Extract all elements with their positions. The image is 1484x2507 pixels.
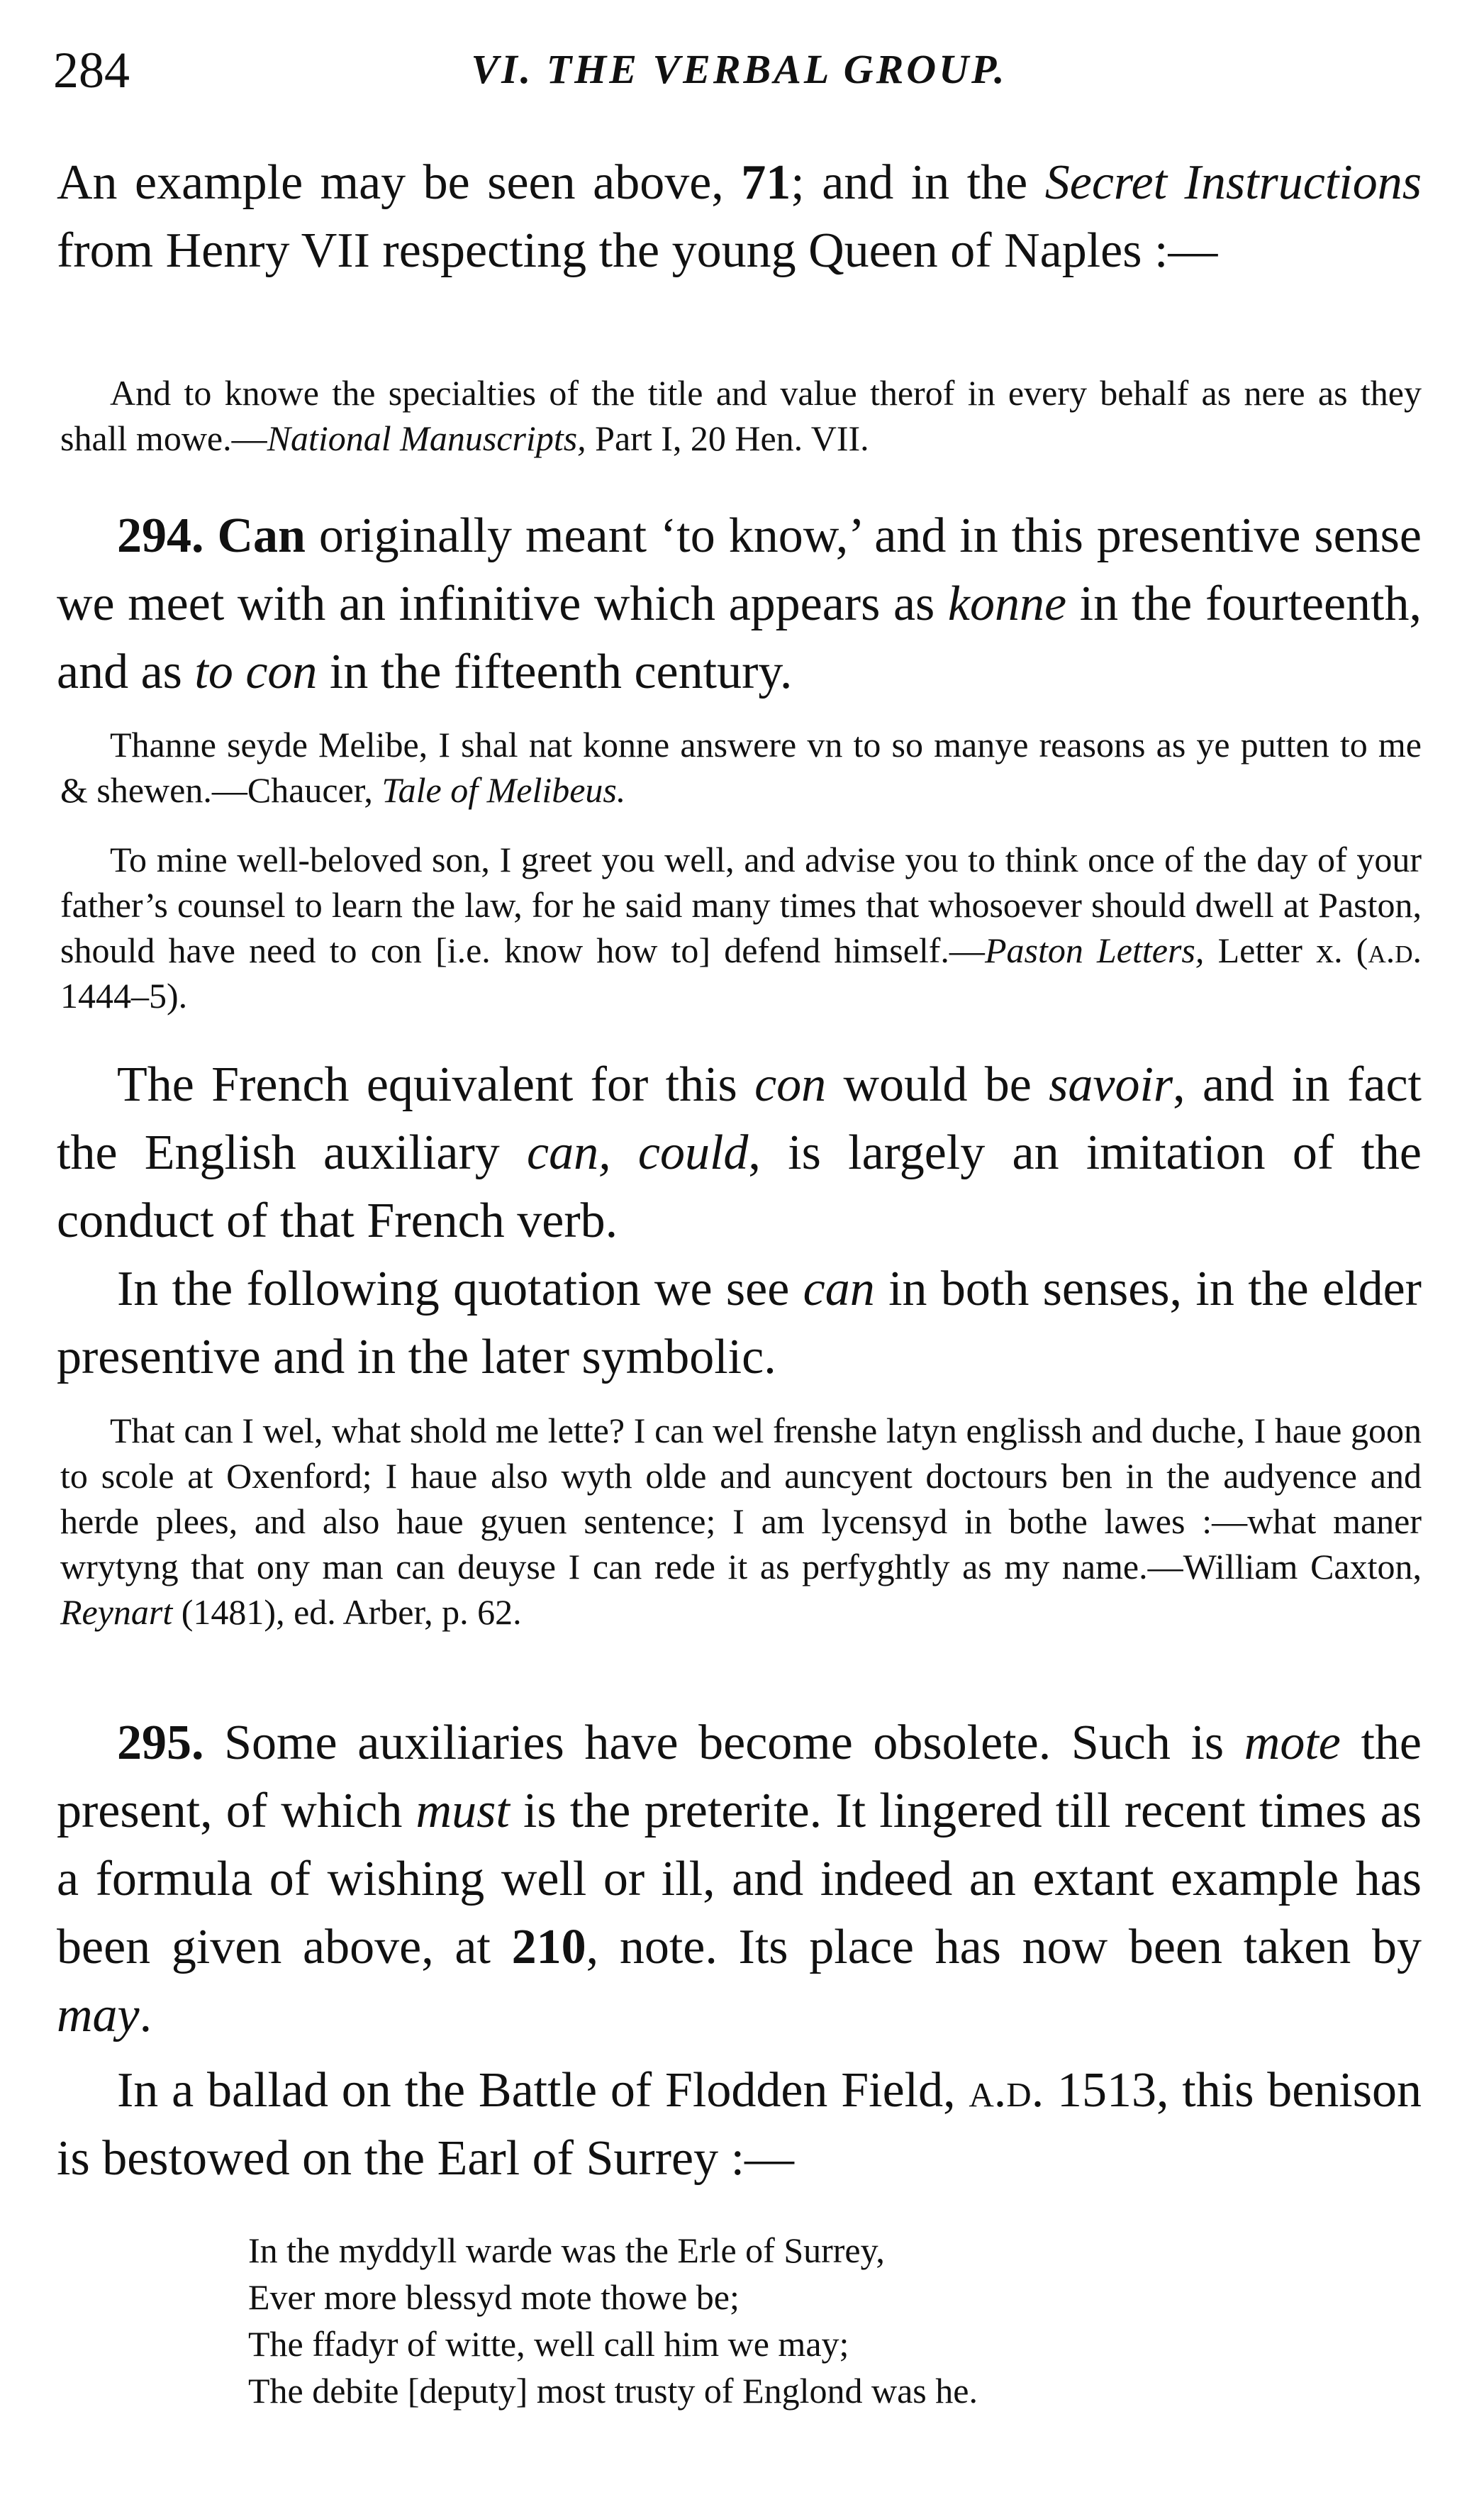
page-number: 284 [53,42,130,99]
verse-line: Ever more blessyd mote thowe be; [248,2277,740,2317]
paragraph-following-quotation: In the following quotation we see can in both senses, in the elder presentive and in the later symbolic. [57,1262,1422,1384]
section-reference: 71 [741,155,791,210]
ballad-verse [248,2227,1383,2414]
quotation-national-manuscripts: And to knowe the specialties of the title and value therof in every behalf as nere as they shall mowe.—National Manuscripts, Part I, 20 Hen. VII. [60,373,1422,458]
quotation-paston-letters: To mine well-beloved son, I greet you well, and advise you to think once of the day of your father’s counsel to learn the law, for he said many times that whosoever should dwell at Paston, should have need to con [i.e. know how to] defend himself.—Paston Letters, Letter x. (a.d. 1444–5). [60,840,1422,1016]
verse-line: The debite [deputy] most trusty of Englond was he. [248,2371,978,2411]
running-head: VI. THE VERBAL GROUP. [471,46,1008,92]
section-number: 295. [117,1716,204,1770]
source-title: Tale of Melibeus. [381,770,626,810]
source-title: National Manuscripts, [267,418,586,458]
verse-line: In the myddyll warde was the Erle of Surrey, [248,2230,885,2270]
source-title: Paston Letters, [984,930,1205,970]
quotation-chaucer: Thanne seyde Melibe, I shal nat konne answere vn to so manye reasons as ye putten to me & shewen.—Chaucer, Tale of Melibeus. [60,725,1422,810]
section-number: 294. [117,508,204,563]
paragraph-flodden-field: In a ballad on the Battle of Flodden Field, a.d. 1513, this benison is bestowed on the Earl of Surrey :— [57,2063,1422,2186]
page-header [53,41,1425,112]
section-294: 294. Can originally meant ‘to know,’ and in this presentive sense we meet with an infinitive which appears as konne in the fourteenth, and as to con in the fifteenth century. [57,508,1422,699]
section-295: 295. Some auxiliaries have become obsolete. Such is mote the present, of which must is the preterite. It lingered till recent times as a formula of wishing well or ill, and indeed an extant example has been given above, at 210, note. Its place has now been taken by may. [57,1716,1422,2042]
verse-line: The ffadyr of witte, well call him we may; [248,2324,849,2364]
work-title: Secret Instructions [1044,155,1422,210]
paragraph-example-reference: An example may be seen above, 71; and in the Secret Instructions from Henry VII respecting the young Queen of Naples :— [57,155,1422,278]
section-reference: 210 [511,1920,586,1974]
headword: Can [217,508,306,563]
paragraph-french-equivalent: The French equivalent for this con would be savoir, and in fact the English auxiliary can, could, is largely an imitation of the conduct of that French verb. [57,1057,1422,1248]
quotation-caxton: That can I wel, what shold me lette? I can wel frenshe latyn englissh and duche, I haue goon to scole at Oxenford; I haue also wyth olde and auncyent doctours ben in the audyence and herde plees, and also haue gyuen sentence; I am lycensyd in bothe lawes :—what maner wrytyng that ony man can deuyse I can rede it as perfyghtly as my name.—William Caxton, Reynart (1481), ed. Arber, p. 62. [60,1411,1422,1632]
source-title: Reynart [60,1592,173,1632]
